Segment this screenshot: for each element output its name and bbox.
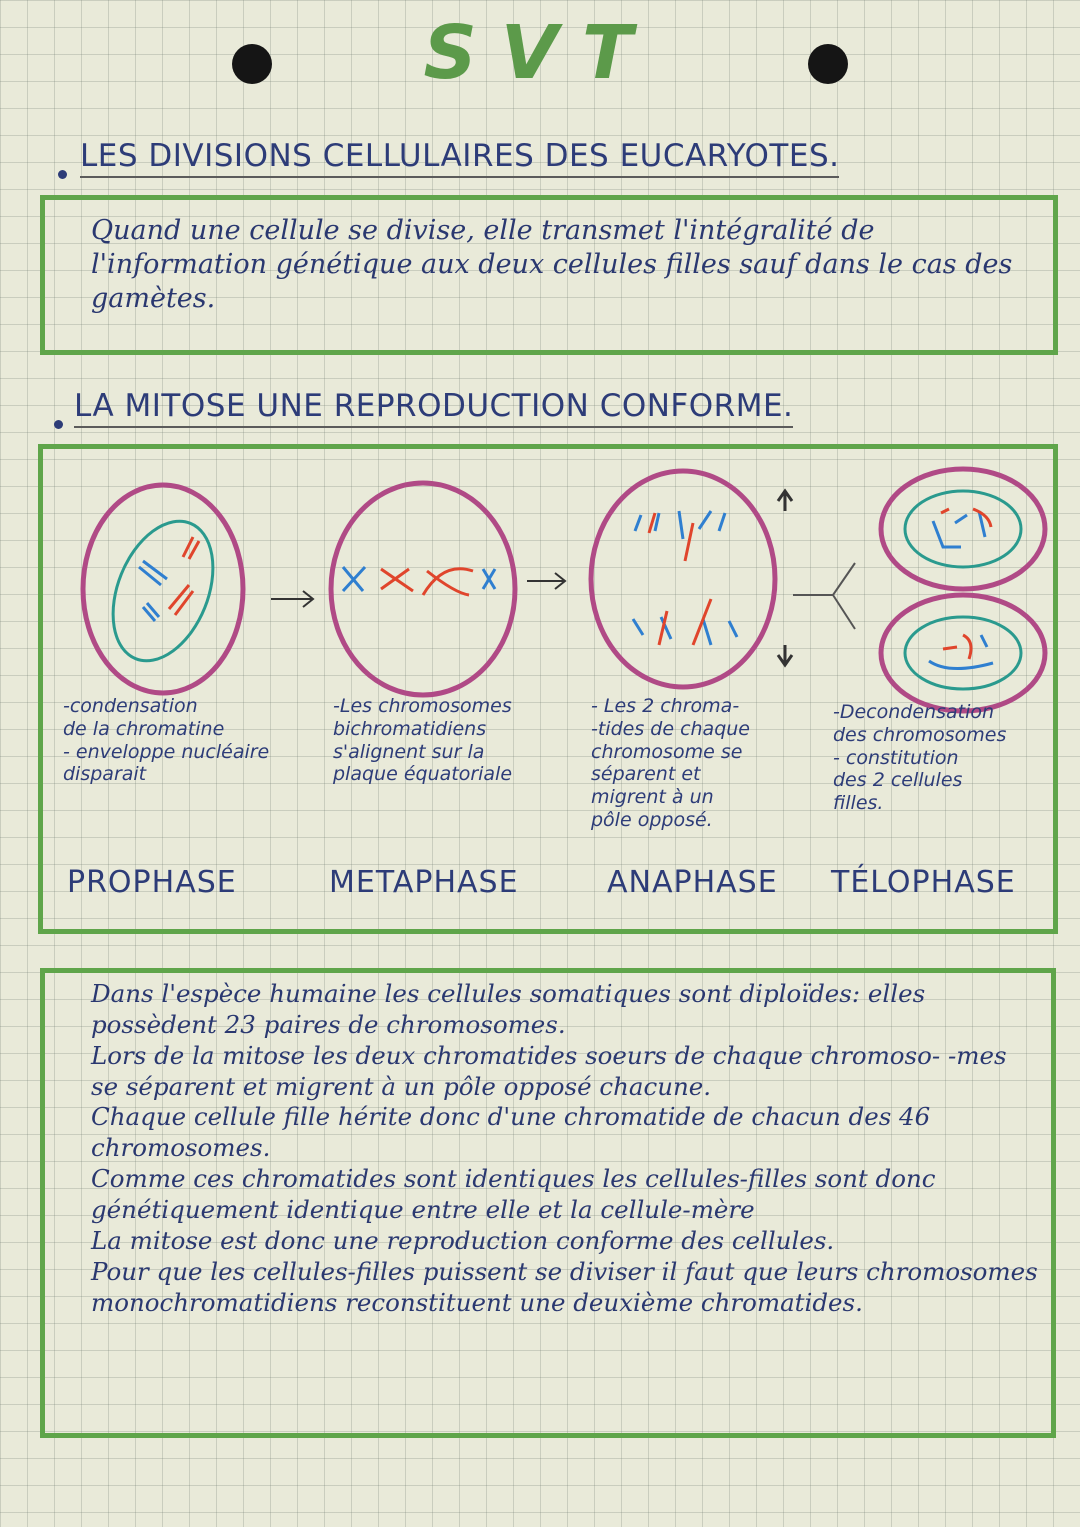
page-title: SVT [423, 10, 657, 96]
summary-box [40, 968, 1056, 1438]
chromosome-red [169, 537, 199, 615]
phase-label-anaphase: ANAPHASE [607, 865, 778, 900]
daughter-nucleus-bottom [905, 617, 1021, 689]
arrow-icon [271, 591, 313, 607]
nucleus-envelope [94, 506, 232, 675]
chromosomes-bottom [633, 617, 737, 645]
phase-label-telophase: TÉLOPHASE [831, 865, 1016, 900]
split-arrow-icon [793, 563, 855, 629]
telophase-cells [881, 469, 1045, 711]
summary-paragraph: Lors de la mitose les deux chromatides soeurs de chaque chromoso- -mes se séparent et migrent à un pôle opposé chacune. [91, 1040, 1007, 1101]
summary-paragraph: Pour que les cellules-filles puissent se diviser il faut que leurs chromosomes monochromatidiens reconstituent une deuxième chromatides. [91, 1256, 1038, 1317]
chromosome-blue [139, 561, 167, 621]
bullet-icon [58, 170, 67, 179]
pole-arrow-up-icon [778, 491, 792, 511]
cell-membrane [331, 483, 515, 695]
bullet-icon [54, 420, 63, 429]
prophase-description: -condensation de la chromatine - enveloppe nucléaire disparait [63, 695, 270, 786]
cell-membrane [591, 471, 775, 687]
daughter-nucleus-top [905, 491, 1021, 567]
chromosomes-top [933, 511, 985, 547]
chromosome-red [381, 569, 473, 595]
chromosomes-bottom-red [943, 635, 971, 659]
summary-text [91, 979, 1041, 1318]
pole-arrow-down-icon [778, 645, 792, 665]
chromosomes-top [635, 511, 725, 539]
mitosis-diagram-box [38, 444, 1058, 934]
prophase-cell [83, 485, 243, 693]
metaphase-description: -Les chromosomes bichromatidiens s'alignent sur la plaque équatoriale [333, 695, 513, 786]
summary-paragraph: Chaque cellule fille hérite donc d'une chromatide de chacun des 46 chromosomes. [91, 1102, 931, 1163]
section-heading-mitose: LA MITOSE UNE REPRODUCTION CONFORME. [74, 388, 793, 428]
telophase-description: -Decondensation des chromosomes - constitution des 2 cellules filles. [833, 701, 1007, 815]
chromosomes-bottom [929, 635, 993, 669]
phase-label-metaphase: METAPHASE [329, 865, 519, 900]
chromosomes-top-red [649, 513, 693, 561]
anaphase-cell [591, 471, 792, 687]
intro-text: Quand une cellule se divise, elle transmet l'intégralité de l'information génétique aux deux cellules filles sauf dans le cas des gamètes. [91, 215, 1013, 314]
cell-membrane [83, 485, 243, 693]
mitosis-diagram [43, 449, 1053, 929]
summary-paragraph: Dans l'espèce humaine les cellules somatiques sont diploïdes: elles possèdent 23 paires de chromosomes. [91, 979, 926, 1039]
metaphase-cell [331, 483, 515, 695]
section-heading-divisions: LES DIVISIONS CELLULAIRES DES EUCARYOTES. [80, 138, 839, 178]
anaphase-description: - Les 2 chroma- -tides de chaque chromosome se séparent et migrent à un pôle opposé. [591, 695, 750, 831]
summary-paragraph: Comme ces chromatides sont identiques les cellules-filles sont donc génétiquement identique entre elle et la cellule-mère [91, 1164, 936, 1225]
intro-box [40, 195, 1058, 355]
arrow-icon [527, 573, 565, 589]
phase-label-prophase: PROPHASE [67, 865, 237, 900]
summary-paragraph: La mitose est donc une reproduction conforme des cellules. [91, 1225, 835, 1255]
chromosomes-bottom-red [659, 599, 711, 645]
